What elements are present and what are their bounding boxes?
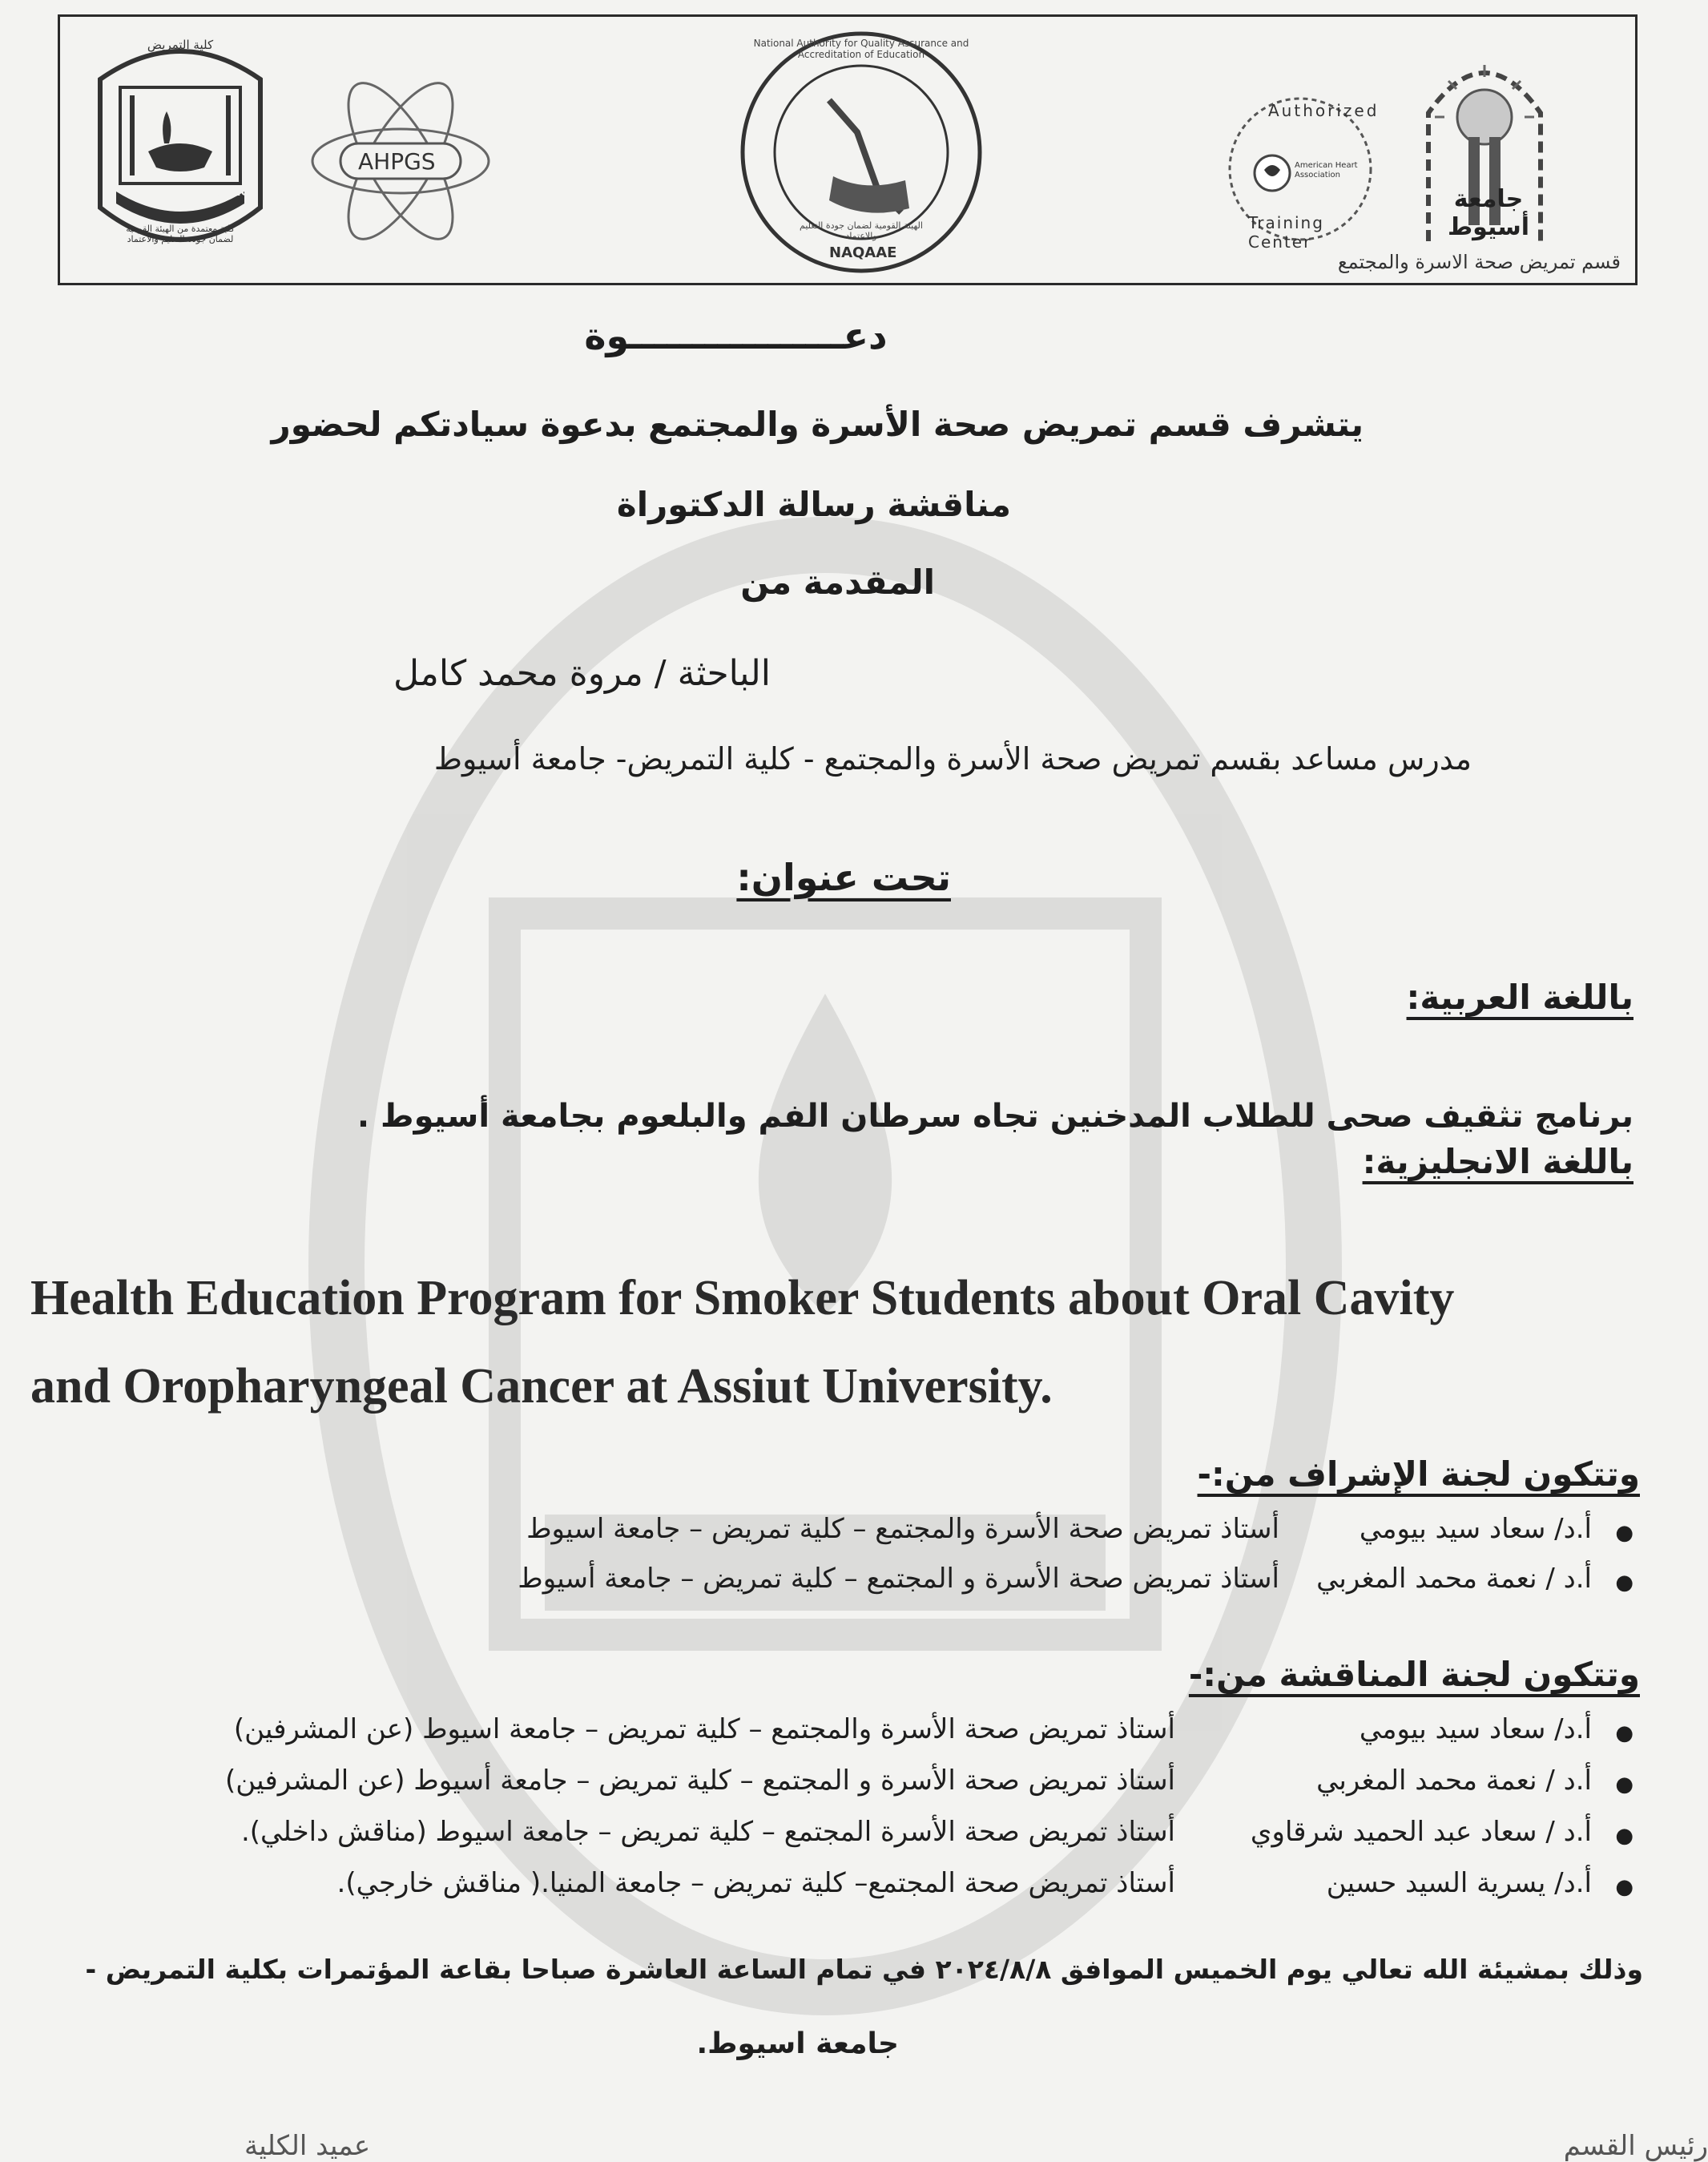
naqaae-ring-text: National Authority for Quality Assurance and Accreditation of Education [753, 38, 969, 60]
member-title: أستاذ تمريض صحة الأسرة و المجتمع – كلية تمريض – جامعة أسيوط (عن المشرفين) [225, 1765, 1175, 1797]
event-details-line-2: جامعة اسيوط. [696, 2027, 899, 2060]
invitation-title: دعـــــــــــــــــوة [584, 314, 888, 357]
member-title: أستاذ تمريض صحة الأسرة المجتمع – كلية تمريض – جامعة اسيوط (مناقش داخلي). [240, 1816, 1175, 1848]
bullet-icon: ● [1615, 1721, 1633, 1745]
faculty-of-nursing-text: FACULTY OF NURSING [123, 187, 250, 199]
researcher-name: الباحثة / مروة محمد كامل [393, 653, 771, 694]
aha-association-text: American Heart Association [1295, 161, 1358, 179]
ahpgs-logo [308, 81, 493, 241]
member-name: أ.د / نعمة محمد المغربي [1316, 1563, 1592, 1595]
member-name: أ.د/ سعاد سيد بيومي [1359, 1713, 1592, 1745]
naqaae-inner-text: الهيئة القومية لضمان جودة التعليم والاعتماد [800, 220, 923, 241]
arabic-label: باللغة العربية: [1406, 978, 1633, 1017]
assiut-university-logo-text: جامعة أسيوط [1448, 185, 1529, 241]
invitation-line-3: المقدمة من [740, 563, 935, 602]
member-title: أستاذ تمريض صحة المجتمع– كلية تمريض – جامعة المنيا.( مناقش خارجي). [336, 1867, 1175, 1899]
aha-training-center-logo [1224, 93, 1380, 252]
examination-heading: وتتكون لجنة المناقشة من:- [1188, 1655, 1640, 1694]
member-name: أ.د/ سعاد سيد بيومي [1359, 1513, 1592, 1545]
assiut-university-logo [1412, 41, 1557, 249]
faculty-of-nursing-logo [84, 31, 276, 272]
researcher-position: مدرس مساعد بقسم تمريض صحة الأسرة والمجتمع - كلية التمريض- جامعة أسيوط [433, 741, 1472, 776]
member-title: أستاذ تمريض صحة الأسرة والمجتمع – كلية تمريض – جامعة اسيوط [526, 1513, 1279, 1545]
member-title: أستاذ تمريض صحة الأسرة والمجتمع – كلية تمريض – جامعة اسيوط (عن المشرفين) [233, 1713, 1175, 1745]
aha-training-center-text: Training Center [1248, 213, 1324, 252]
member-name: أ.د / نعمة محمد المغربي [1316, 1765, 1592, 1797]
supervision-heading: وتتكون لجنة الإشراف من:- [1197, 1454, 1640, 1494]
department-caption: قسم تمريض صحة الاسرة والمجتمع [1337, 251, 1621, 273]
bullet-icon: ● [1615, 1571, 1633, 1595]
aha-authorized-text: Authorized [1268, 101, 1380, 120]
invitation-line-1: يتشرف قسم تمريض صحة الأسرة والمجتمع بدعوة سيادتكم لحضور [271, 405, 1364, 444]
footer-head-fragment: رئيس القسم [1563, 2130, 1708, 2162]
member-name: أ.د/ يسرية السيد حسين [1326, 1867, 1592, 1899]
member-title: أستاذ تمريض صحة الأسرة و المجتمع – كلية تمريض – جامعة أسيوط [518, 1563, 1279, 1595]
invitation-line-2: مناقشة رسالة الدكتوراة [616, 485, 1011, 524]
naqaae-label: NAQAAE [829, 244, 897, 261]
faculty-bottom-text: كلية معتمدة من الهيئة القومية لضمان جودة التعليم والاعتماد [126, 224, 235, 244]
naqaae-seal [737, 28, 985, 276]
bullet-icon: ● [1615, 1824, 1633, 1848]
bullet-icon: ● [1615, 1875, 1633, 1899]
header-logo-frame [58, 14, 1638, 285]
event-details-line-1: وذلك بمشيئة الله تعالي يوم الخميس الموافق ٢٠٢٤/٨/٨ في تمام الساعة العاشرة صباحا بقاعة المؤتمرات بكلية التمريض - [85, 1954, 1643, 1985]
english-label: باللغة الانجليزية: [1362, 1142, 1633, 1181]
bullet-icon: ● [1615, 1521, 1633, 1545]
bullet-icon: ● [1615, 1773, 1633, 1797]
english-thesis-title-line-2: and Oropharyngeal Cancer at Assiut University. [30, 1359, 1053, 1414]
english-thesis-title-line-1: Health Education Program for Smoker Students about Oral Cavity [30, 1271, 1455, 1325]
under-title-heading: تحت عنوان: [736, 856, 951, 899]
footer-dean-fragment: عميد الكلية [244, 2130, 371, 2162]
ahpgs-label: AHPGS [358, 148, 436, 175]
arabic-thesis-title: برنامج تثقيف صحى للطلاب المدخنين تجاه سرطان الفم والبلعوم بجامعة أسيوط . [357, 1098, 1633, 1135]
faculty-top-text: كلية التمريض [147, 38, 214, 52]
member-name: أ.د / سعاد عبد الحميد شرقاوي [1250, 1816, 1592, 1848]
